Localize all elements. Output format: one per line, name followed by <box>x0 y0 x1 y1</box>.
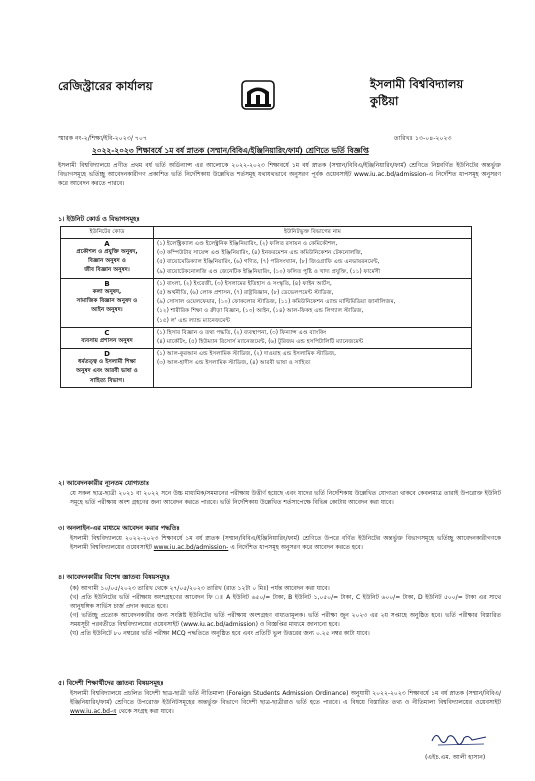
university-logo <box>241 80 275 110</box>
unit-row-c <box>61 327 472 348</box>
col-unit-header: ইউনিটের কোড <box>61 227 154 239</box>
intro-paragraph: ইসলামী বিশ্ববিদ্যালয়ে প্রণীত প্রথম বর্ষ ভর্তি অর্ডিন্যান্স এর আলোকে ২০২২-২০২৩ শিক্ষাবর্ষে ১ম বর্ষ স্নাতক (সম্মান/বিবিএ/ইঞ্জিনিয়ারিং/ফার্ম) শ্রেণিতে নিম্নবর্ণিত ইউনিটের অন্তর্ভুক্ত বিভাগসমূহে ভর্তিচ্ছু আবেদনকারীগণ প্রকাশিত ভর্তি নির্দেশিকায় উল্লেখিত শর্তসমূহ যথাযথভাবে অনুসরণ পূর্বক ওয়েবসাইট www.iu.ac.bd/admission-এ নির্দেশিত ধাপসমূহ অনুসরণ করে আবেদন করতে পারবে। <box>58 162 501 187</box>
unit-depts-c: (১) হিসাব বিজ্ঞান ও তথ্য পদ্ধতি, (২) ব্যবস্থাপনা, (৩) ফিন্যান্স এণ্ড ব্যাংকিং (৪) মার্কেটিং, (৫) হিউম্যান রিসোর্স ম্যানেজমেন্ট, (৬) টুরিজম এন্ড হসপিটালিটি ম্যানেজমেন্ট <box>154 327 472 348</box>
section4-item-ga: (গ) ভর্তিচ্ছু প্রত্যেক আবেদনকারীর জন্য সংশ্লিষ্ট ইউনিটের ভর্তি পরীক্ষায় অংশগ্রহণ বাধ্যতামূলক। ভর্তি পরীক্ষা জুন ২০২৩ এর ২য় সপ্তাহে অনুষ্ঠিত হবে। ভর্তি পরীক্ষার বিস্তারিত সময়সূচী পরবর্তীতে বিশ্ববিদ্যালয়ের ওয়েবসাইট (www.iu.ac.bd/admission) ও বিজ্ঞপ্তির মাধ্যমে জানানো হবে। <box>70 612 501 628</box>
memo-number: স্মারক নং-২/শিক্ষা/ইবি-২০২৩/ ৭০৭ <box>58 135 147 142</box>
unit-row-a <box>61 239 472 279</box>
unit-code-a: A প্রকৌশল ও প্রযুক্তি অনুষদ, বিজ্ঞান অনুষদ ও জীব বিজ্ঞান অনুষদ। <box>61 239 154 279</box>
unit-code-b: B কলা অনুষদ, সামাজিক বিজ্ঞান অনুষদ ও আইন অনুষদ। <box>61 278 154 327</box>
section4-item-gha: (ঘ) প্রতি ইউনিটে ৮০ নম্বরের ভর্তি পরীক্ষা MCQ পদ্ধতিতে অনুষ্ঠিত হবে এবং প্রতিটি ভুল উত্তরের জন্য ০.২৫ নম্বর কাটা যাবে। <box>70 630 370 637</box>
section3-text <box>70 534 501 552</box>
unit-row-b <box>61 278 472 327</box>
unit-depts-d: (১) আল-কুরআন এন্ড ইসলামিক স্টাডিজ, (২) দাওয়াহ এন্ড ইসলামিক স্টাডিজ, (৩) আল-হাদীস এন্ড ইসলামিক স্টাডিজ, (৪) আরবী ভাষা ও সাহিত্য <box>154 349 472 388</box>
office-title: রেজিস্ট্রারের কার্যালয় <box>58 79 153 93</box>
section4-list <box>70 584 501 638</box>
section4-item-ka: (ক) আগামী ১০/০৫/২০২৩ তারিখ থেকে ২৭/০৫/২০২৩ তারিখ (রাত ১২টা ০ মিঃ) পর্যন্ত আবেদন করা যাবে। <box>70 585 330 592</box>
section3-body-end: এ নির্দেশিত ধাপসমূহ অনুসরণ করে আবেদন করতে হবে। <box>230 544 363 551</box>
university-website-link[interactable]: www.iu.ac.bd-এ <box>70 708 117 715</box>
unit-code-d: D ধর্মতত্ত্ব ও ইসলামী শিক্ষা অনুষদ এবং আরবী ভাষা ও সাহিত্য বিভাগ। <box>61 349 154 388</box>
signatory-name: (এইচ.এম. আলী হাসান) <box>425 754 486 761</box>
section4-heading: ৪। আবেদনকারীর বিশেষ জ্ঞাতব্য বিষয়সমূহঃ <box>58 573 170 581</box>
admission-link[interactable]: www.iu.ac.bd/admission- <box>153 544 229 551</box>
units-table <box>60 226 472 388</box>
section3-body: ইসলামী বিশ্ববিদ্যালয়ে ২০২২-২০২৩ শিক্ষাবর্ষে ১ম বর্ষ স্নাতক (সম্মান/বিবিএ/ইঞ্জিনিয়ারিং/ফার্ম) শ্রেণিতে উপরে বর্ণিত ইউনিটের অন্তর্ভুক্ত বিভাগসমূহে ভর্তিচ্ছু আবেদনকারীগণকে ইসলামী বিশ্ববিদ্যালয়ের ওয়েবসাইট <box>70 535 501 551</box>
unit-row-d <box>61 349 472 388</box>
section1-heading: ১। ইউনিট কোর্ড ও বিভাগসমূহঃ <box>58 215 140 223</box>
section5-text <box>70 689 501 716</box>
section5-body-end: থেকে সংগ্রহ করা যাবে। <box>118 708 174 715</box>
section3-heading: ৩। অনলাইন-এর মাধ্যমে আবেদন করার পদ্ধতিঃ <box>58 524 180 532</box>
section4-item-kha: (খ) প্রতি ইউনিটের ভর্তি পরীক্ষায় অংশগ্রহণের আবেদন ফি ঃ A ইউনিট ৬৫০/= টাকা, B ইউনিট ১,০৫০/= টাকা, C ইউনিট ৬০০/= টাকা, D ইউনিট ৫০০/= টাকা এর সাথে আনুষঙ্গিক সার্ভিস চার্জ প্রদান করতে হবে। <box>70 594 501 610</box>
university-name-line2: কুষ্টিয়া <box>370 94 399 108</box>
col-depts-header: ইউনিটভুক্ত বিভাগের নাম <box>154 227 472 239</box>
university-name <box>370 76 463 110</box>
notice-title: ২০২২-২০২৩ শিক্ষাবর্ষে ১ম বর্ষ স্নাতক (সম্মান/বিবিএ/ইঞ্জিনিয়ারিং/ফার্ম) শ্রেণিতে ভর্তি বিজ্ঞপ্তি <box>92 146 369 155</box>
section2-heading: ২। আবেদনকারীর ন্যূনতম যোগ্যতাঃ <box>58 479 150 487</box>
section5-body: ইসলামী বিশ্ববিদ্যালয়ে প্রচলিত বিদেশী ছাত্র-ছাত্রী ভর্তি নীতিমালা (Foreign Students Admission Ordinance) অনুযায়ী ২০২২-২০২৩ শিক্ষাবর্ষে ১ম বর্ষ স্নাতক (সম্মান/বিবিএ/ইঞ্জিনিয়ারিং/ফার্ম) শ্রেণিতে উপরোক্ত ইউনিটসমূহের অন্তর্ভুক্ত বিভাগে বিদেশী ছাত্র-ছাত্রীরাও ভর্তি হতে পারবে। এ বিষয়ে বিস্তারিত তথ্য ও নীতিমালা বিশ্ববিদ্যালয়ের ওয়েবসাইট <box>70 690 501 706</box>
unit-depts-a: (১) ইলেক্ট্রিক্যাল এণ্ড ইলেক্ট্রনিক ইঞ্জিনিয়ারিং, (২) ফলিত রসায়ন ও কেমিকৌশল, (৩) কম্পিউটার সায়েন্স এণ্ড ইঞ্জিনিয়ারিং, (৪) ইনফরমেশন এন্ড কমিউনিকেশন টেকনোলজি, (৫) বায়োমেডিক্যাল ইঞ্জিনিয়ারিং, (৬) গণিত, (৭) পরিসংখ্যান, (৮) জিওগ্রাফি এন্ড এনভায়রনমেন্ট, (৯) বায়োটেকনোলজি এণ্ড জেনেটিক ইঞ্জিনিয়ারিং, (১০) ফলিত পুষ্টি ও খাদ্য প্রযুক্তি, (১১) ফার্মেসী <box>154 239 472 279</box>
handwritten-signature <box>430 729 490 749</box>
university-name-line1: ইসলামী বিশ্ববিদ্যালয় <box>370 77 464 91</box>
unit-code-c: C ব্যবসায় প্রশাসন অনুষদ <box>61 327 154 348</box>
unit-depts-b: (১) বাংলা, (২) ইংরেজী, (৩) ইসলামের ইতিহাস ও সংস্কৃতি, (৪) ফাইন আর্টস, (৫) অর্থনীতি, (৬) লোক প্রশাসন, (৭) রাষ্ট্রবিজ্ঞান, (৮) ডেভেলপমেন্ট স্টাডিজ, (৯) সোসাল ওয়েলফেয়ার, (১০) ফোকলোর স্টাডিজ, (১১) কমিউনিকেশন এ্যান্ড মাল্টিমিডিয়া জার্নালিজম, (১২) শারীরিক শিক্ষা ও ক্রীড়া বিজ্ঞান, (১৩) আইন, (১৪) আল-ফিকহ এন্ড লিগ্যাল স্টাডিজ, (১৫) ল' এন্ড ল্যান্ড ম্যানেজমেন্ট <box>154 278 472 327</box>
units-table-header <box>61 227 472 239</box>
notice-date: তারিখঃ ১৩-০৪-২০২৩ <box>394 135 452 142</box>
section5-heading: ৫। বিদেশী শিক্ষার্থীদের জ্ঞাতব্য বিষয়সমূহঃ <box>58 679 164 687</box>
section2-text: যে সকল ছাত্র-ছাত্রী ২০২১ বা ২০২২ সনে উচ্চ মাধ্যমিক/সমমানের পরীক্ষায় উত্তীর্ণ হয়েছে এবং যাদের ভর্তি নির্দেশিকায় উল্লেখিত যোগ্যতা থাকবে কেবলমাত্র তারাই উপরোক্ত ইউনিট সমূহে ভর্তি পরীক্ষায় অংশ গ্রহণের জন্য আবেদন করতে পারবে। ভর্তি নির্দেশিকায় উল্লেখিত শর্তসাপেক্ষে বিভিন্ন কোটায় আবেদন করা যাবে। <box>70 490 501 506</box>
